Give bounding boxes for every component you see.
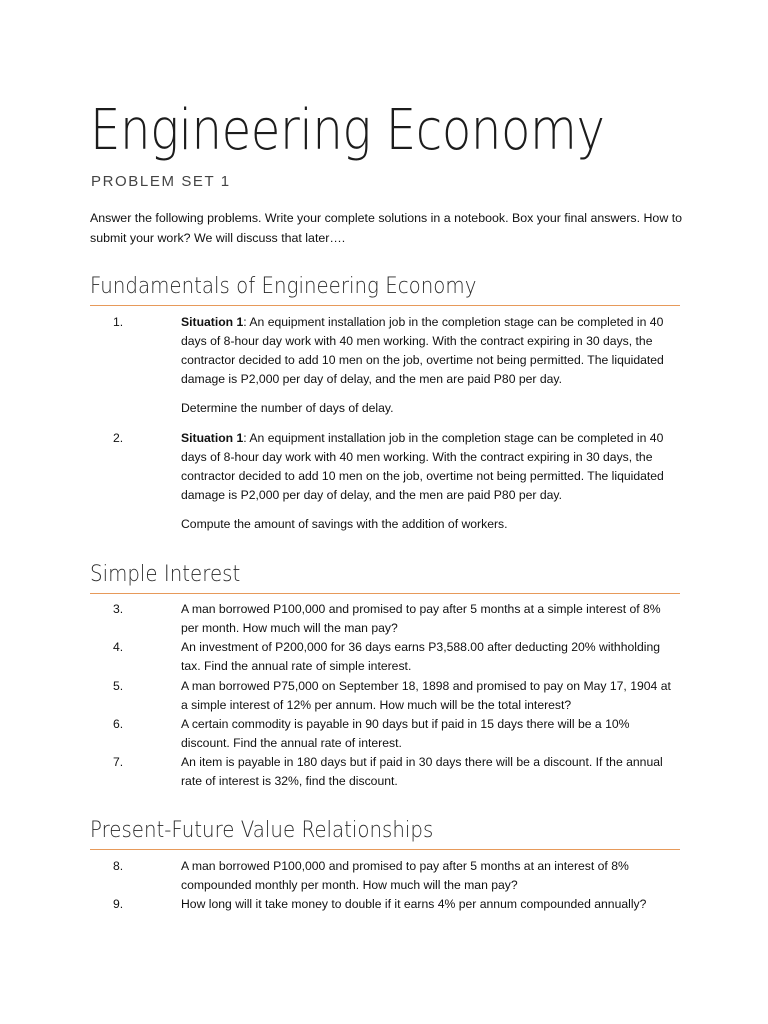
problem-item bbox=[90, 429, 690, 534]
problem-question: Compute the amount of savings with the addition of workers. bbox=[181, 517, 508, 531]
intro-paragraph: Answer the following problems. Write your complete solutions in a notebook. Box your final answers. How to submit your work? We will discuss that later…. bbox=[90, 211, 683, 245]
problem-item bbox=[90, 715, 690, 753]
problem-item bbox=[90, 677, 690, 715]
problem-text: : An equipment installation job in the completion stage can be completed in 40 days of 8-hour day work with 40 men working. With the contract expiring in 30 days, the contractor decided to add 10 men on the job, overtime not being permitted. The liquidated damage is P2,000 per day of delay, and the men are paid P80 per day. bbox=[181, 431, 664, 502]
section-heading-simple-interest bbox=[90, 562, 680, 594]
problem-question: Determine the number of days of delay. bbox=[181, 401, 394, 415]
problem-item bbox=[90, 895, 690, 914]
problem-item bbox=[90, 638, 690, 676]
section-heading-text: Present-Future Value Relationships bbox=[90, 818, 434, 843]
problem-text: : An equipment installation job in the completion stage can be completed in 40 days of 8-hour day work with 40 men working. With the contract expiring in 30 days, the contractor decided to add 10 men on the job, overtime not being permitted. The liquidated damage is P2,000 per day of delay, and the men are paid P80 per day. bbox=[181, 315, 664, 386]
problem-number: 7. bbox=[113, 755, 124, 769]
problem-body bbox=[181, 429, 681, 534]
problem-number: 2. bbox=[113, 431, 124, 445]
problem-text: A certain commodity is payable in 90 days but if paid in 15 days there will be a 10% discount. Find the annual rate of interest. bbox=[181, 717, 630, 750]
problem-text: A man borrowed P100,000 and promised to pay after 5 months at an interest of 8% compounded monthly per month. How much will the man pay? bbox=[181, 859, 629, 892]
problem-number: 4. bbox=[113, 640, 124, 654]
problem-text: An investment of P200,000 for 36 days earns P3,588.00 after deducting 20% withholding tax. Find the annual rate of simple interest. bbox=[181, 640, 661, 673]
section-heading-text: Simple Interest bbox=[90, 562, 241, 587]
problem-item bbox=[90, 600, 690, 638]
problem-item bbox=[90, 857, 690, 895]
problem-number: 3. bbox=[113, 602, 124, 616]
problem-text: A man borrowed P75,000 on September 18, 1898 and promised to pay on May 17, 1904 at a simple interest of 12% per annum. How much will be the total interest? bbox=[181, 679, 671, 712]
problem-item bbox=[90, 313, 690, 418]
section-heading-present-future bbox=[90, 818, 680, 850]
situation-label: Situation 1 bbox=[181, 431, 244, 445]
problem-text: An item is payable in 180 days but if paid in 30 days there will be a discount. If the annual rate of interest is 32%, find the discount. bbox=[181, 755, 663, 788]
problem-number: 1. bbox=[113, 315, 124, 329]
situation-label: Situation 1 bbox=[181, 315, 244, 329]
document-title: Engineering Economy bbox=[90, 98, 605, 163]
problem-number: 8. bbox=[113, 859, 124, 873]
problem-body bbox=[181, 313, 681, 418]
section-heading-fundamentals bbox=[90, 274, 680, 306]
problem-number: 9. bbox=[113, 897, 124, 911]
document-subtitle: PROBLEM SET 1 bbox=[91, 173, 231, 190]
problem-text: How long will it take money to double if it earns 4% per annum compounded annually? bbox=[181, 897, 647, 911]
problem-item bbox=[90, 753, 690, 791]
section-heading-text: Fundamentals of Engineering Economy bbox=[90, 274, 477, 299]
problem-number: 5. bbox=[113, 679, 124, 693]
problem-text: A man borrowed P100,000 and promised to pay after 5 months at a simple interest of 8% per month. How much will the man pay? bbox=[181, 602, 661, 635]
problem-number: 6. bbox=[113, 717, 124, 731]
